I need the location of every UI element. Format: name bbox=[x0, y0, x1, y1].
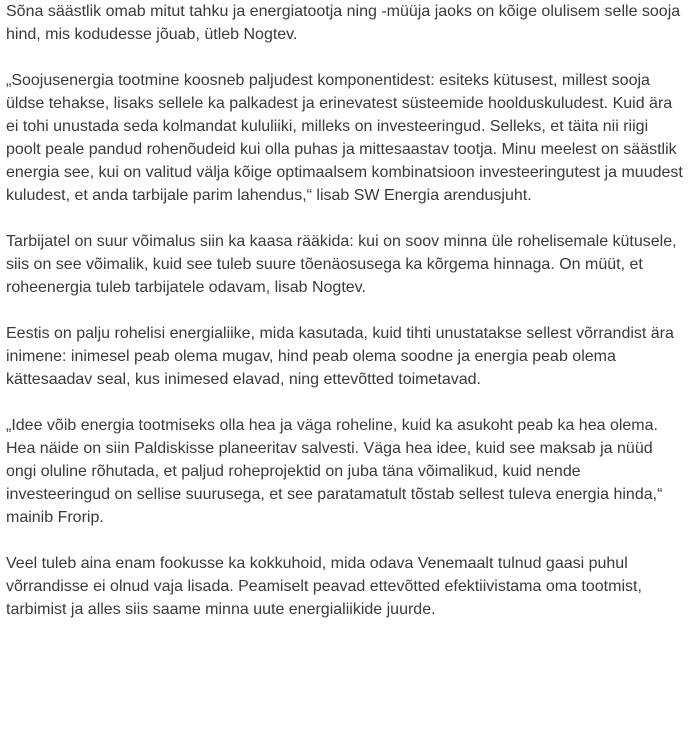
article-paragraph: Veel tuleb aina enam fookusse ka kokkuhoid, mida odava Venemaalt tulnud gaasi puhul võrrandisse ei olnud vaja lisada. Peamiselt peavad ettevõtted efektiivistama oma tootmist, tarbimist ja alles siis saame minna uute energialiikide juurde. bbox=[6, 555, 642, 618]
article-paragraph: „Soojusenergia tootmine koosneb paljudest komponentidest: esiteks kütusest, millest sooja üldse tehakse, lisaks sellele ka palkadest ja erinevatest süsteemide hoolduskuludest. Kuid ära ei tohi unustada seda kolmandat kululiiki, milleks on investeeringud. Selleks, et täita nii riigi poolt peale pandud rohenõudeid kui olla puhas ja mittesaastav tootja. Minu meelest on säästlik energia see, kui on valitud välja kõige optimaalsem kombinatsioon investeeringutest ja muudest kuludest, et anda tarbijale parim lahendus,“ lisab SW Energia arendusjuht. bbox=[6, 72, 683, 204]
article-paragraph: Sõna säästlik omab mitut tahku ja energiatootja ning -müüja jaoks on kõige olulisem selle sooja hind, mis kodudesse jõuab, ütleb Nogtev. bbox=[6, 3, 681, 43]
article-paragraph: Eestis on palju rohelisi energialiike, mida kasutada, kuid tihti unustatakse sellest võrrandist ära inimene: inimesel peab olema mugav, hind peab olema soodne ja energia peab olema kättesaadav seal, kus inimesed elavad, ning ettevõtted toimetavad. bbox=[6, 325, 674, 388]
article-paragraph: Tarbijatel on suur võimalus siin ka kaasa rääkida: kui on soov minna üle rohelisemale kütusele, siis on see võimalik, kuid see tuleb suure tõenäosusega ka kõrgema hinnaga. On müüt, et roheenergia tuleb tarbijatele odavam, lisab Nogtev. bbox=[6, 233, 677, 296]
article-paragraph: „Idee võib energia tootmiseks olla hea ja väga roheline, kuid ka asukoht peab ka hea olema. Hea näide on siin Paldiskisse planeeritav salvesti. Väga hea idee, kuid see maksab ja nüüd ongi oluline rõhutada, et paljud roheprojektid on juba täna võimalikud, kuid nende investeeringud on sellise suurusega, et see paratamatult tõstab sellest tuleva energia hinda,“ mainib Frorip. bbox=[6, 417, 663, 526]
